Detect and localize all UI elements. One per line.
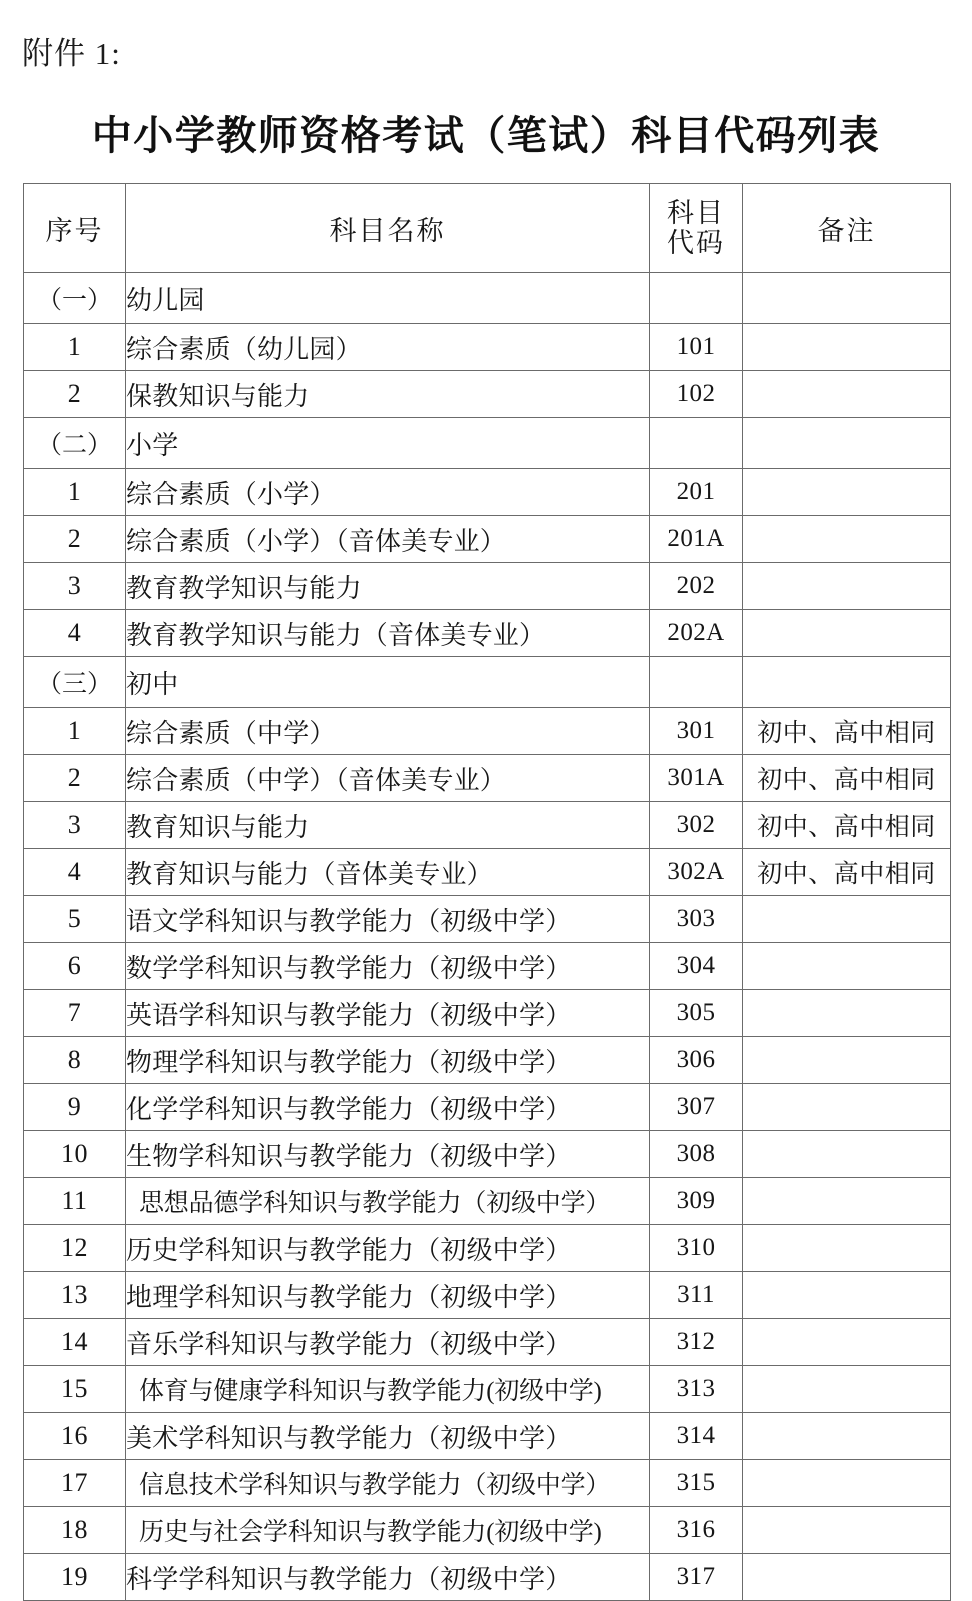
cell-subject-name: 综合素质（中学）（音体美专业） [126,755,650,802]
table-row [24,516,951,563]
cell-note: 初中、高中相同 [743,849,951,896]
attachment-label: 附件 1: [22,36,121,71]
cell-subject-code: 302A [650,849,743,896]
cell-note [743,610,951,657]
cell-note: 初中、高中相同 [743,708,951,755]
cell-subject-code: 301 [650,708,743,755]
cell-subject-name: 科学学科知识与教学能力（初级中学） [126,1554,650,1601]
cell-subject-code: 317 [650,1554,743,1601]
cell-sequence: 1 [24,324,126,371]
cell-note [743,657,951,708]
page-title: 中小学教师资格考试（笔试）科目代码列表 [91,113,881,158]
table-row [24,1554,951,1601]
cell-subject-name: 生物学科知识与教学能力（初级中学） [126,1131,650,1178]
table-row [24,755,951,802]
column-header-code [650,184,743,273]
cell-subject-code: 309 [650,1178,743,1225]
column-header-note: 备注 [743,184,951,273]
subject-code-table [23,183,951,1601]
table-row [24,1319,951,1366]
table-row [24,469,951,516]
cell-sequence: 19 [24,1554,126,1601]
table-row [24,563,951,610]
table-row [24,1272,951,1319]
cell-note [743,516,951,563]
cell-note [743,1037,951,1084]
cell-sequence: 2 [24,371,126,418]
table-row [24,1413,951,1460]
cell-sequence: 2 [24,755,126,802]
cell-subject-name: 综合素质（小学） [126,469,650,516]
cell-note [743,418,951,469]
cell-subject-name: 教育教学知识与能力 [126,563,650,610]
cell-subject-name: 数学学科知识与教学能力（初级中学） [126,943,650,990]
cell-sequence: 11 [24,1178,126,1225]
cell-note [743,943,951,990]
table-row [24,896,951,943]
cell-subject-code: 303 [650,896,743,943]
cell-note [743,469,951,516]
cell-sequence: 10 [24,1131,126,1178]
cell-note [743,563,951,610]
cell-subject-name: 地理学科知识与教学能力（初级中学） [126,1272,650,1319]
cell-note [743,1366,951,1413]
table-section-row [24,657,951,708]
cell-sequence: 3 [24,563,126,610]
cell-note: 初中、高中相同 [743,755,951,802]
cell-sequence: 9 [24,1084,126,1131]
cell-subject-name: 综合素质（小学）（音体美专业） [126,516,650,563]
cell-subject-name: 小学 [126,418,650,469]
table-row [24,371,951,418]
cell-sequence: 13 [24,1272,126,1319]
cell-subject-code: 301A [650,755,743,802]
cell-sequence: 18 [24,1507,126,1554]
table-row [24,1225,951,1272]
cell-subject-name: 体育与健康学科知识与教学能力(初级中学) [126,1366,650,1413]
column-header-name: 科目名称 [126,184,650,273]
cell-subject-code: 201 [650,469,743,516]
cell-subject-code: 310 [650,1225,743,1272]
cell-note [743,990,951,1037]
column-header-code-line1: 科目 [667,197,725,228]
cell-note [743,1131,951,1178]
cell-sequence: 6 [24,943,126,990]
cell-note [743,1413,951,1460]
cell-note [743,371,951,418]
cell-subject-code: 307 [650,1084,743,1131]
cell-subject-code: 313 [650,1366,743,1413]
cell-subject-name: 教育知识与能力 [126,802,650,849]
cell-note [743,273,951,324]
column-header-code-line2: 代码 [667,228,725,258]
cell-note [743,1084,951,1131]
cell-note [743,1507,951,1554]
table-row [24,1507,951,1554]
table-row [24,1366,951,1413]
cell-subject-name: 初中 [126,657,650,708]
cell-subject-code [650,657,743,708]
cell-subject-code: 316 [650,1507,743,1554]
cell-subject-name: 综合素质（幼儿园） [126,324,650,371]
cell-subject-code: 315 [650,1460,743,1507]
table-row [24,610,951,657]
cell-subject-name: 幼儿园 [126,273,650,324]
cell-note [743,1319,951,1366]
cell-note [743,896,951,943]
cell-subject-code: 202A [650,610,743,657]
table-row [24,708,951,755]
cell-subject-code: 201A [650,516,743,563]
cell-subject-code: 304 [650,943,743,990]
table-row [24,990,951,1037]
table-header-row [24,184,951,273]
cell-subject-name: 保教知识与能力 [126,371,650,418]
table-row [24,849,951,896]
cell-sequence: 2 [24,516,126,563]
cell-sequence: （一） [24,273,126,324]
cell-note [743,1554,951,1601]
cell-sequence: 1 [24,469,126,516]
cell-subject-code: 102 [650,371,743,418]
cell-sequence: 4 [24,849,126,896]
cell-subject-code: 202 [650,563,743,610]
cell-sequence: 5 [24,896,126,943]
cell-subject-code: 312 [650,1319,743,1366]
cell-subject-code: 302 [650,802,743,849]
cell-subject-name: 综合素质（中学） [126,708,650,755]
cell-sequence: 17 [24,1460,126,1507]
table-row [24,802,951,849]
cell-note [743,1225,951,1272]
cell-subject-code: 311 [650,1272,743,1319]
cell-sequence: （二） [24,418,126,469]
cell-subject-name: 音乐学科知识与教学能力（初级中学） [126,1319,650,1366]
cell-sequence: 15 [24,1366,126,1413]
table-section-row [24,418,951,469]
cell-subject-code [650,273,743,324]
cell-sequence: 7 [24,990,126,1037]
table-row [24,1131,951,1178]
cell-subject-code: 305 [650,990,743,1037]
table-body [24,273,951,1601]
table-row [24,1037,951,1084]
cell-note [743,1272,951,1319]
table-row [24,1084,951,1131]
cell-subject-code [650,418,743,469]
cell-sequence: 12 [24,1225,126,1272]
cell-subject-name: 历史与社会学科知识与教学能力(初级中学) [126,1507,650,1554]
table-section-row [24,273,951,324]
cell-subject-name: 物理学科知识与教学能力（初级中学） [126,1037,650,1084]
cell-subject-code: 306 [650,1037,743,1084]
table-row [24,1460,951,1507]
cell-sequence: 3 [24,802,126,849]
column-header-seq: 序号 [24,184,126,273]
cell-note: 初中、高中相同 [743,802,951,849]
cell-subject-name: 信息技术学科知识与教学能力（初级中学） [126,1460,650,1507]
cell-sequence: （三） [24,657,126,708]
table-row [24,943,951,990]
cell-subject-name: 历史学科知识与教学能力（初级中学） [126,1225,650,1272]
cell-sequence: 1 [24,708,126,755]
cell-sequence: 14 [24,1319,126,1366]
cell-subject-name: 教育教学知识与能力（音体美专业） [126,610,650,657]
cell-sequence: 4 [24,610,126,657]
cell-subject-name: 语文学科知识与教学能力（初级中学） [126,896,650,943]
table-row [24,1178,951,1225]
cell-note [743,324,951,371]
cell-sequence: 8 [24,1037,126,1084]
table-row [24,324,951,371]
cell-subject-code: 101 [650,324,743,371]
cell-subject-code: 308 [650,1131,743,1178]
cell-subject-name: 英语学科知识与教学能力（初级中学） [126,990,650,1037]
cell-note [743,1460,951,1507]
cell-subject-name: 教育知识与能力（音体美专业） [126,849,650,896]
cell-subject-name: 化学学科知识与教学能力（初级中学） [126,1084,650,1131]
cell-subject-name: 思想品德学科知识与教学能力（初级中学） [126,1178,650,1225]
cell-subject-code: 314 [650,1413,743,1460]
cell-subject-name: 美术学科知识与教学能力（初级中学） [126,1413,650,1460]
cell-sequence: 16 [24,1413,126,1460]
cell-note [743,1178,951,1225]
